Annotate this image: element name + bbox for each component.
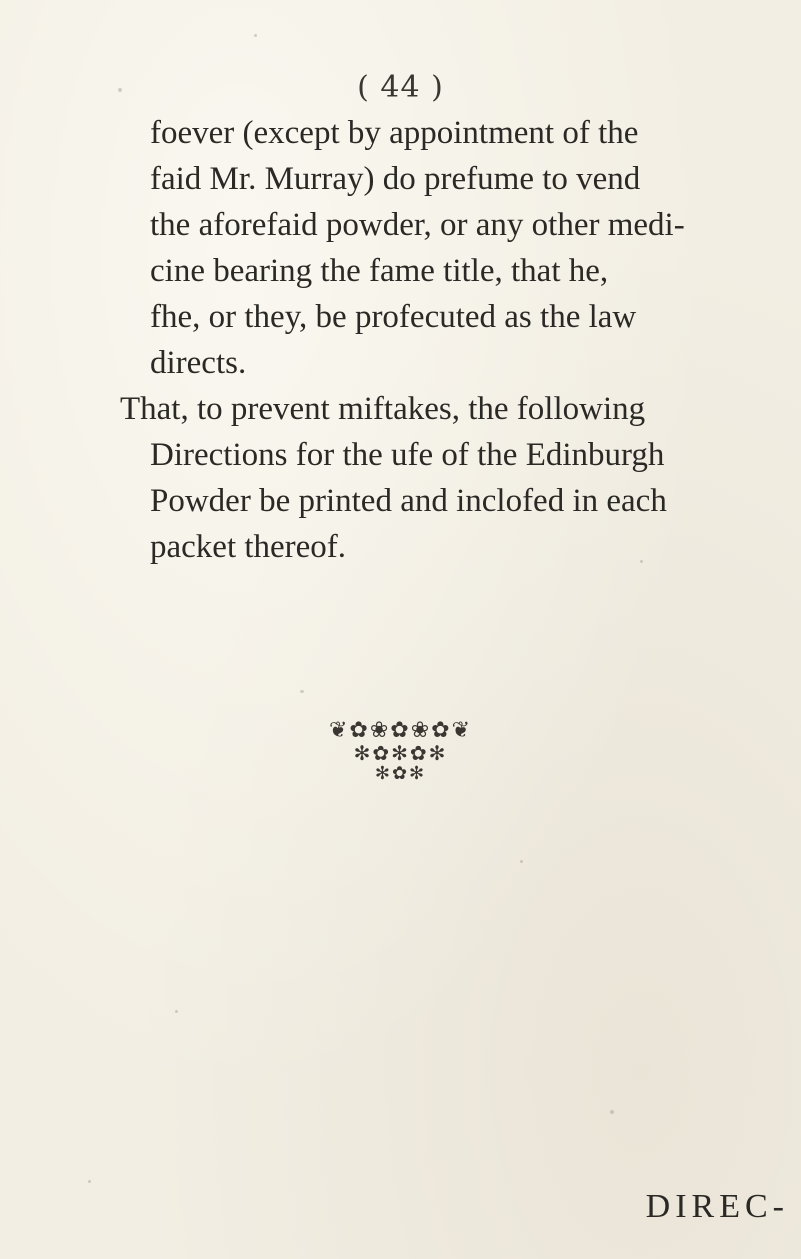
text-line: Directions for the ufe of the Edinburgh	[150, 437, 665, 473]
text-line: packet thereof.	[150, 529, 347, 565]
paper-speck	[520, 860, 523, 863]
paper-speck	[640, 560, 643, 563]
paper-speck	[254, 34, 257, 37]
text-line: cine bearing the fame title, that he,	[150, 253, 609, 289]
text-line: the aforefaid powder, or any other medi-	[150, 207, 685, 243]
printer-ornament-row-3: ✻✿✻	[374, 763, 427, 784]
text-line: faid Mr. Murray) do prefume to vend	[150, 161, 641, 197]
paper-speck	[118, 88, 122, 92]
printer-ornament-row-2: ✻✿✻✿✻	[353, 741, 448, 765]
text-line: Powder be printed and inclofed in each	[150, 483, 667, 519]
paper-speck	[300, 690, 304, 693]
page-number: ( 44 )	[357, 70, 444, 105]
text-line: directs.	[150, 345, 247, 381]
text-line: fhe, or they, be profecuted as the law	[150, 299, 637, 335]
paper-speck	[88, 1180, 91, 1183]
paper-speck	[175, 1010, 178, 1013]
catchword: DIREC-	[645, 1188, 789, 1225]
text-line: foever (except by appointment of the	[150, 115, 639, 151]
paper-speck	[610, 1110, 614, 1114]
printer-ornament-row-1: ❦✿❀✿❀✿❦	[328, 718, 473, 743]
text-line: That, to prevent miftakes, the following	[120, 391, 646, 427]
